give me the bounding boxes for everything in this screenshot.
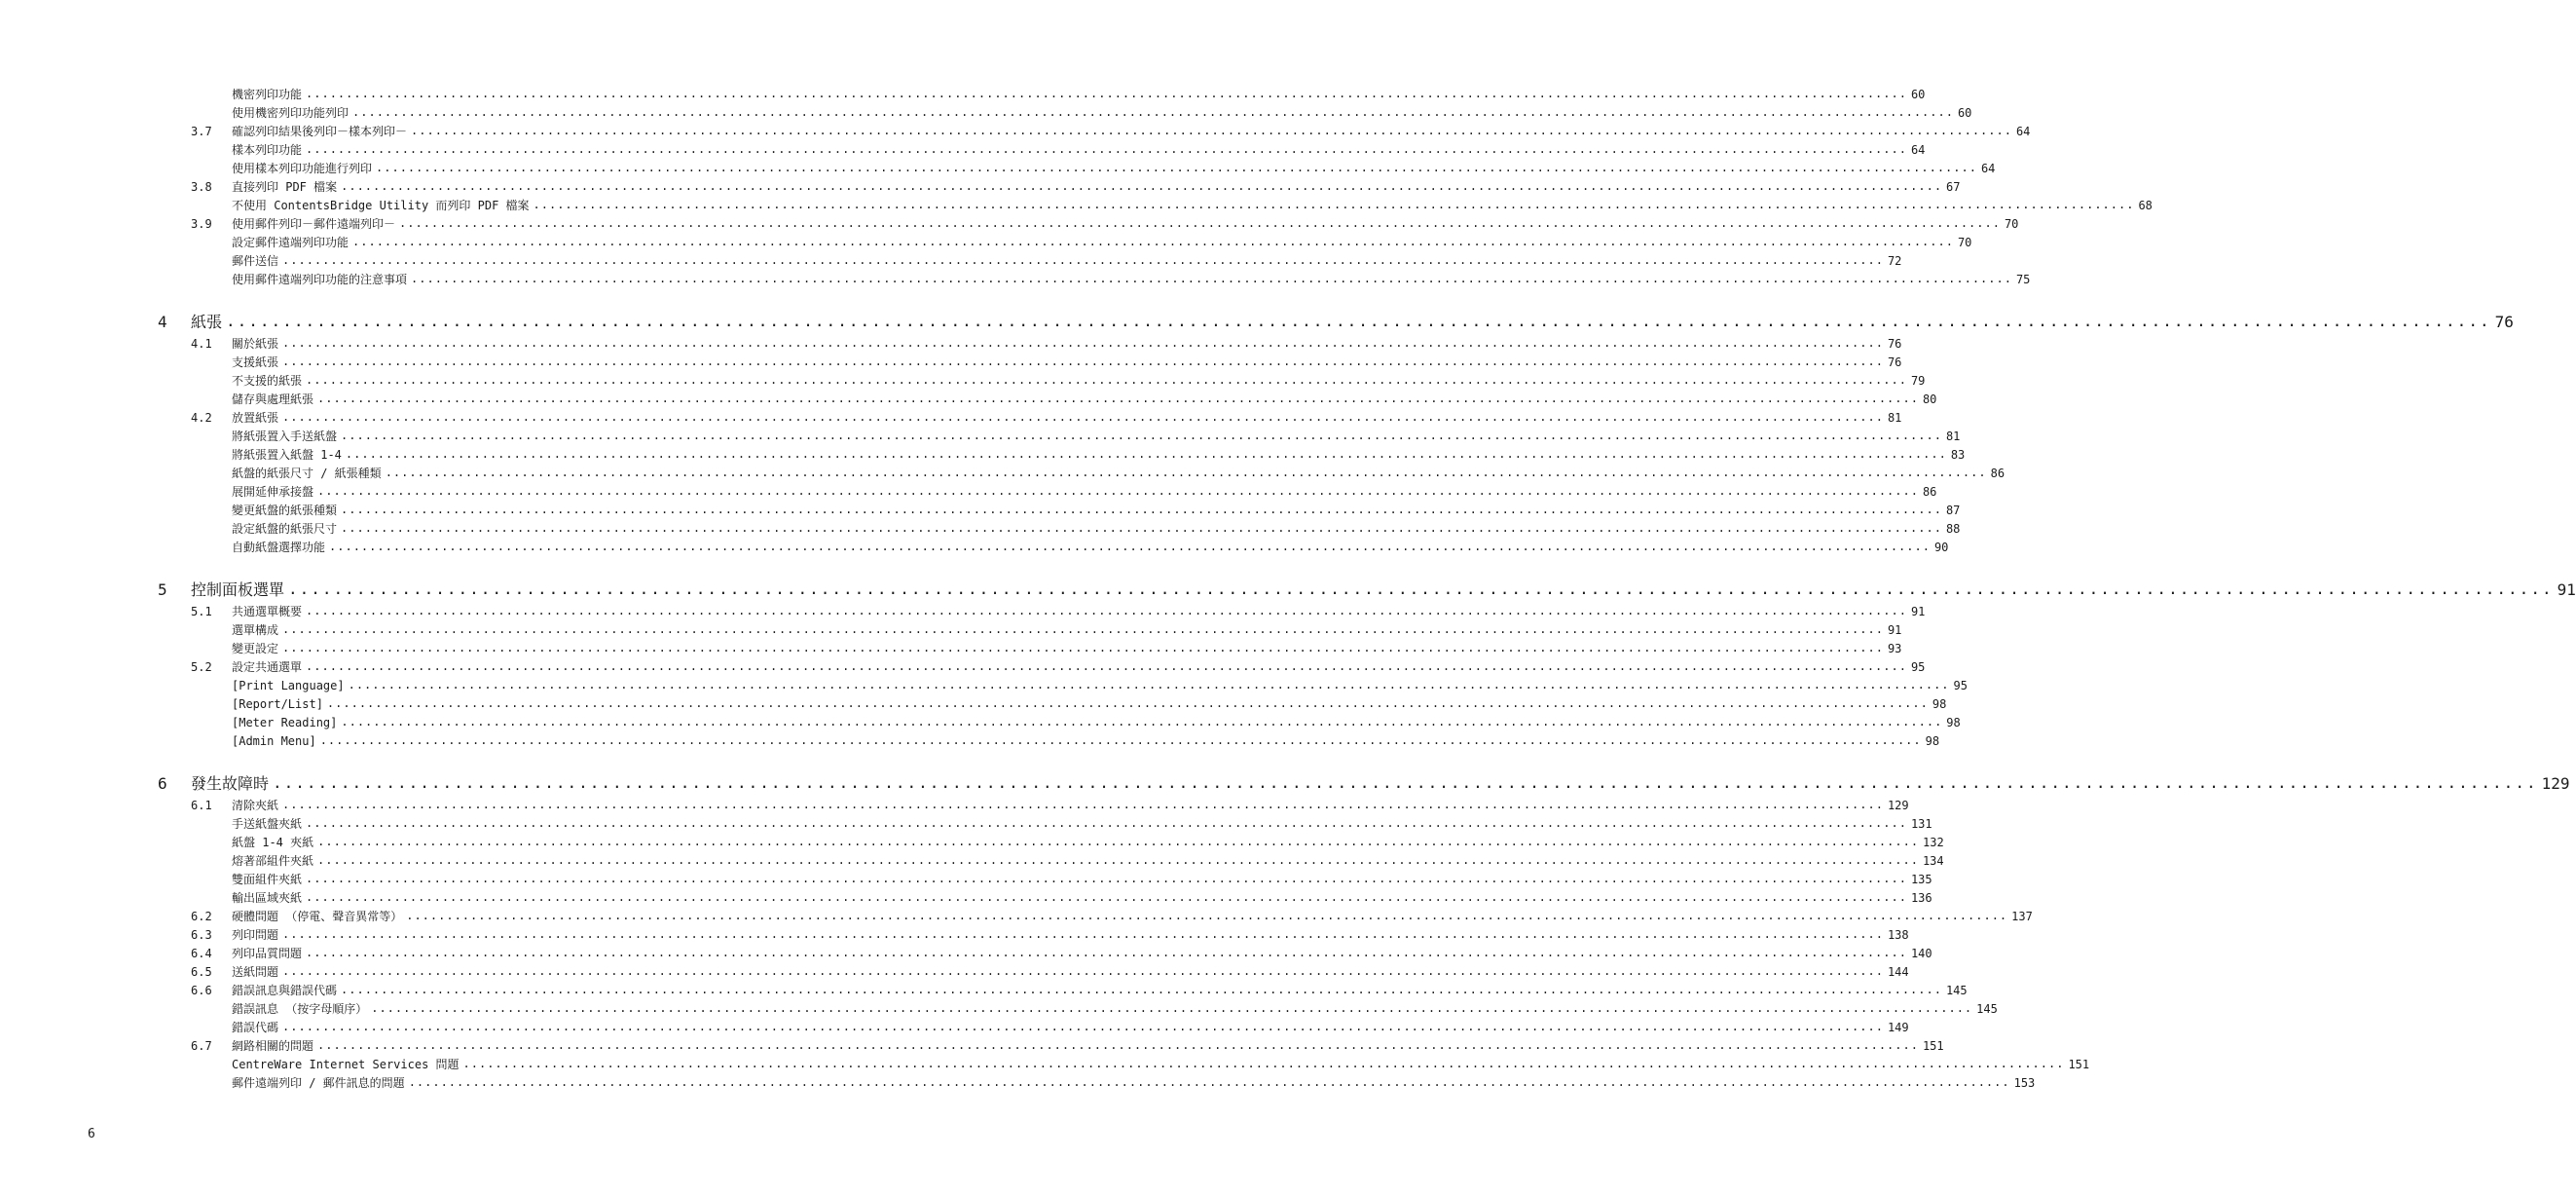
dot-leader: ........................................................................................................................................................................................................ (371, 1001, 1973, 1015)
toc-title: 錯誤代碼 (232, 1020, 282, 1035)
toc-title: 郵件送信 (232, 253, 282, 269)
toc-number: 3.8 (191, 180, 212, 194)
toc-subsection (232, 232, 1972, 250)
toc-title: 使用機密列印功能列印 (232, 105, 352, 121)
toc-page-number: 149 (1887, 1021, 1909, 1034)
toc-title: 儲存與處理紙張 (232, 392, 317, 407)
toc-subsection (232, 619, 1902, 638)
toc-title: 錯誤訊息 （按字母順序） (232, 1001, 371, 1017)
dot-leader: ........................................................................................................................................................................................................ (326, 696, 1929, 710)
dot-leader: ........................................................................................................................................................................................................ (376, 161, 1977, 174)
toc-title: 自動紙盤選擇功能 (232, 540, 329, 555)
dot-leader: ........................................................................................................................................................................................................ (306, 604, 1907, 617)
toc-page-number: 151 (1922, 1039, 1944, 1053)
toc-subsection (232, 537, 1949, 555)
toc-page-number: 98 (1946, 716, 1961, 729)
dot-leader: ........................................................................................................................................................................................................ (306, 659, 1907, 673)
toc-subsection (232, 463, 2006, 481)
dot-leader: ........................................................................................................................................................................................................ (317, 392, 1919, 405)
toc-number: 3.9 (191, 217, 212, 231)
toc-number: 4 (158, 313, 167, 331)
dot-leader: ........................................................................................................................................................................................................ (411, 272, 2012, 285)
toc-title: 發生故障時 (191, 774, 273, 794)
toc-page-number: 60 (1957, 106, 1972, 120)
toc-section (191, 943, 1932, 961)
toc-page-number: 129 (1887, 799, 1909, 812)
toc-section (191, 906, 2033, 924)
toc-title: 關於紙張 (232, 336, 282, 352)
toc-section (191, 924, 1909, 943)
toc-page-number: 72 (1887, 254, 1902, 268)
dot-leader: ........................................................................................................................................................................................................ (306, 373, 1907, 387)
toc-page-number: 86 (1990, 467, 2006, 480)
toc-chapter (158, 772, 2570, 794)
toc-title: 硬體問題 （停電、聲音異常等） (232, 909, 406, 924)
toc-title: [Admin Menu] (232, 733, 320, 749)
dot-leader: ........................................................................................................................................................................................................ (352, 235, 1954, 248)
toc-title: 清除夾紙 (232, 798, 282, 813)
dot-leader: ........................................................................................................................................................................................................ (226, 312, 2491, 330)
toc-page-number: 90 (1933, 541, 1949, 554)
toc-subsection (232, 813, 1932, 832)
toc-page-number: 88 (1945, 522, 1961, 536)
toc-title: 放置紙張 (232, 410, 282, 426)
toc-page-number: 76 (1887, 337, 1902, 351)
toc-title: 選單構成 (232, 622, 282, 638)
toc-title: 設定紙盤的紙張尺寸 (232, 521, 341, 537)
toc-title: 設定郵件遠端列印功能 (232, 235, 352, 250)
toc-title: 變更設定 (232, 641, 282, 656)
toc-page-number: 76 (1887, 355, 1902, 369)
page-number: 6 (88, 1127, 95, 1141)
toc-page-number: 137 (2011, 910, 2033, 923)
dot-leader: ........................................................................................................................................................................................................ (341, 715, 1943, 729)
toc-title: 紙盤 1-4 夾紙 (232, 835, 317, 850)
dot-leader: ........................................................................................................................................................................................................ (341, 521, 1942, 535)
toc-page-number: 136 (1910, 891, 1932, 905)
toc-section (191, 980, 1968, 998)
dot-leader: ........................................................................................................................................................................................................ (348, 678, 1950, 691)
toc-subsection (232, 269, 2031, 287)
dot-leader: ........................................................................................................................................................................................................ (533, 198, 2135, 211)
toc-number: 6.4 (191, 947, 212, 960)
toc-title: 設定共通選單 (232, 659, 306, 675)
toc-page-number: 76 (2494, 313, 2514, 331)
toc-title: 郵件遠端列印 / 郵件訊息的問題 (232, 1075, 409, 1091)
dot-leader: ........................................................................................................................................................................................................ (306, 142, 1907, 156)
toc-page-number: 95 (1910, 660, 1926, 674)
toc-subsection (232, 389, 1937, 407)
toc-title: 列印問題 (232, 927, 282, 943)
toc-page-number: 93 (1887, 642, 1902, 655)
toc-page-number: 138 (1887, 928, 1909, 942)
toc-chapter (158, 579, 2576, 600)
toc-title: 展開延伸承接盤 (232, 484, 317, 500)
toc-title: 不使用 ContentsBridge Utility 而列印 PDF 檔案 (232, 198, 534, 213)
toc-page-number: 70 (1957, 236, 1972, 249)
toc-page-number: 67 (1946, 180, 1961, 194)
toc-page-number: 81 (1887, 411, 1902, 425)
toc-number: 3.7 (191, 125, 212, 138)
toc-section (191, 656, 1926, 675)
toc-number: 6.2 (191, 910, 212, 923)
toc-subsection (232, 638, 1902, 656)
dot-leader: ........................................................................................................................................................................................................ (319, 733, 1922, 747)
toc-title: 輸出區域夾紙 (232, 890, 306, 906)
toc-page-number: 80 (1922, 392, 1937, 406)
toc-subsection (232, 887, 1932, 906)
toc-page-number: 140 (1910, 947, 1932, 960)
dot-leader: ........................................................................................................................................................................................................ (282, 355, 1884, 368)
toc-number: 4.2 (191, 411, 212, 425)
dot-leader: ........................................................................................................................................................................................................ (282, 1020, 1884, 1033)
dot-leader: ........................................................................................................................................................................................................ (352, 105, 1954, 119)
toc-page-number: 95 (1953, 679, 1968, 692)
toc-section (191, 407, 1902, 426)
toc-page-number: 81 (1945, 430, 1961, 443)
toc-number: 6.1 (191, 799, 212, 812)
toc-subsection (232, 158, 1996, 176)
toc-title: 樣本列印功能 (232, 142, 306, 158)
toc-section (191, 795, 1909, 813)
dot-leader: ........................................................................................................................................................................................................ (282, 253, 1884, 267)
toc-number: 6.7 (191, 1039, 212, 1053)
dot-leader: ........................................................................................................................................................................................................ (406, 909, 2008, 922)
toc-subsection (232, 675, 1968, 693)
dot-leader: ........................................................................................................................................................................................................ (306, 946, 1907, 959)
toc-subsection (232, 832, 1944, 850)
toc-page-number: 145 (1945, 984, 1968, 997)
toc-page-number: 145 (1976, 1002, 1998, 1016)
toc-title: [Report/List] (232, 696, 327, 712)
dot-leader: ........................................................................................................................................................................................................ (462, 1057, 2065, 1070)
toc-subsection (232, 370, 1926, 389)
dot-leader: ........................................................................................................................................................................................................ (385, 466, 1987, 479)
dot-leader: ........................................................................................................................................................................................................ (273, 773, 2538, 792)
toc-page-number: 83 (1950, 448, 1966, 462)
toc-subsection (232, 481, 1937, 500)
toc-section (191, 121, 2031, 139)
toc-number: 4.1 (191, 337, 212, 351)
toc-section (191, 333, 1902, 352)
dot-leader: ........................................................................................................................................................................................................ (341, 983, 1942, 996)
toc-page-number: 64 (1980, 162, 1996, 175)
toc-page-number: 135 (1910, 873, 1932, 886)
dot-leader: ........................................................................................................................................................................................................ (341, 179, 1943, 193)
toc-page-number: 153 (2013, 1076, 2036, 1090)
toc-page-number: 91 (1887, 623, 1902, 637)
toc-page-number: 151 (2068, 1058, 2090, 1071)
toc-subsection (232, 102, 1972, 121)
toc-subsection (232, 1072, 2036, 1091)
toc-subsection (232, 195, 2153, 213)
dot-leader: ........................................................................................................................................................................................................ (341, 429, 1942, 442)
toc-number: 6.3 (191, 928, 212, 942)
toc-section (191, 176, 1961, 195)
toc-subsection (232, 84, 1926, 102)
toc-section (191, 213, 2019, 232)
dot-leader: ........................................................................................................................................................................................................ (282, 336, 1884, 350)
toc-title: 列印品質問題 (232, 946, 306, 961)
dot-leader: ........................................................................................................................................................................................................ (306, 816, 1907, 830)
toc-page-number: 98 (1932, 697, 1947, 711)
toc-title: 將紙張置入紙盤 1-4 (232, 447, 346, 463)
toc-page-number: 134 (1922, 854, 1944, 868)
dot-leader: ........................................................................................................................................................................................................ (345, 447, 1947, 461)
toc-subsection (232, 518, 1961, 537)
toc-subsection (232, 850, 1944, 869)
toc-page-number: 64 (1910, 143, 1926, 157)
dot-leader: ........................................................................................................................................................................................................ (317, 835, 1920, 848)
toc-title: 將紙張置入手送紙盤 (232, 429, 341, 444)
toc-chapter (158, 311, 2514, 332)
toc-title: 錯誤訊息與錯誤代碼 (232, 983, 341, 998)
toc-subsection (232, 712, 1961, 730)
dot-leader: ........................................................................................................................................................................................................ (306, 872, 1907, 885)
toc-number: 5.2 (191, 660, 212, 674)
toc-number: 6.5 (191, 965, 212, 979)
toc-title: 控制面板選單 (191, 580, 288, 600)
toc-page-number: 60 (1910, 88, 1926, 101)
toc-title: 共通選單概要 (232, 604, 306, 619)
toc-page-number: 129 (2541, 774, 2570, 793)
toc-title: [Print Language] (232, 678, 349, 693)
toc-title: 紙張 (191, 313, 226, 332)
toc-title: 熔著部組件夾紙 (232, 853, 317, 869)
toc-title: 紙盤的紙張尺寸 / 紙張種類 (232, 466, 386, 481)
toc-title: 使用郵件列印－郵件遠端列印－ (232, 216, 399, 232)
toc-subsection (232, 1054, 2090, 1072)
dot-leader: ........................................................................................................................................................................................................ (282, 927, 1884, 941)
dot-leader: ........................................................................................................................................................................................................ (288, 579, 2554, 598)
toc-subsection (232, 250, 1902, 269)
toc-page-number: 87 (1945, 504, 1961, 517)
toc-page-number: 86 (1922, 485, 1937, 499)
toc-subsection (232, 998, 1998, 1017)
toc-number: 5.1 (191, 605, 212, 618)
toc-title: 手送紙盤夾紙 (232, 816, 306, 832)
toc-subsection (232, 500, 1961, 518)
dot-leader: ........................................................................................................................................................................................................ (411, 124, 2012, 137)
toc-subsection (232, 869, 1932, 887)
dot-leader: ........................................................................................................................................................................................................ (282, 410, 1884, 424)
toc-subsection (232, 352, 1902, 370)
toc-page-number: 131 (1910, 817, 1932, 831)
toc-subsection (232, 1017, 1909, 1035)
dot-leader: ........................................................................................................................................................................................................ (317, 1038, 1919, 1052)
toc-title: 網路相關的問題 (232, 1038, 317, 1054)
toc-title: 不支援的紙張 (232, 373, 306, 389)
toc-subsection (232, 693, 1947, 712)
dot-leader: ........................................................................................................................................................................................................ (306, 890, 1907, 904)
dot-leader: ........................................................................................................................................................................................................ (329, 540, 1931, 553)
toc-page-number: 144 (1887, 965, 1909, 979)
dot-leader: ........................................................................................................................................................................................................ (306, 87, 1907, 100)
dot-leader: ........................................................................................................................................................................................................ (282, 798, 1884, 811)
toc-title: [Meter Reading] (232, 715, 341, 730)
toc-title: 確認列印結果後列印－樣本列印－ (232, 124, 411, 139)
toc-title: 使用樣本列印功能進行列印 (232, 161, 376, 176)
toc-number: 6 (158, 774, 167, 793)
toc-section (191, 1035, 1944, 1054)
toc-subsection (232, 730, 1940, 749)
toc-number: 6.6 (191, 984, 212, 997)
toc-page-number: 64 (2015, 125, 2031, 138)
dot-leader: ........................................................................................................................................................................................................ (317, 853, 1919, 867)
toc-subsection (232, 426, 1961, 444)
toc-title: CentreWare Internet Services 問題 (232, 1057, 463, 1072)
toc-page-number: 98 (1925, 734, 1940, 748)
toc-title: 直接列印 PDF 檔案 (232, 179, 341, 195)
toc-page-number: 91 (1910, 605, 1926, 618)
toc-subsection (232, 139, 1926, 158)
dot-leader: ........................................................................................................................................................................................................ (282, 641, 1884, 654)
toc-page-number: 70 (2004, 217, 2019, 231)
toc-subsection (232, 444, 1966, 463)
toc-page-number: 68 (2138, 199, 2153, 212)
dot-leader: ........................................................................................................................................................................................................ (408, 1075, 2010, 1089)
toc-number: 5 (158, 580, 167, 599)
dot-leader: ........................................................................................................................................................................................................ (282, 622, 1884, 636)
toc-title: 送紙問題 (232, 964, 282, 980)
dot-leader: ........................................................................................................................................................................................................ (282, 964, 1884, 978)
dot-leader: ........................................................................................................................................................................................................ (341, 503, 1942, 516)
toc-page-number: 91 (2557, 580, 2576, 599)
toc-title: 變更紙盤的紙張種類 (232, 503, 341, 518)
toc-title: 機密列印功能 (232, 87, 306, 102)
toc-section (191, 961, 1909, 980)
toc-page-number: 75 (2015, 273, 2031, 286)
toc-page-number: 79 (1910, 374, 1926, 388)
toc-title: 支援紙張 (232, 355, 282, 370)
toc-title: 雙面組件夾紙 (232, 872, 306, 887)
dot-leader: ........................................................................................................................................................................................................ (399, 216, 2001, 230)
toc-section (191, 601, 1926, 619)
toc-title: 使用郵件遠端列印功能的注意事項 (232, 272, 411, 287)
dot-leader: ........................................................................................................................................................................................................ (317, 484, 1919, 498)
toc-page-number: 132 (1923, 836, 1944, 849)
